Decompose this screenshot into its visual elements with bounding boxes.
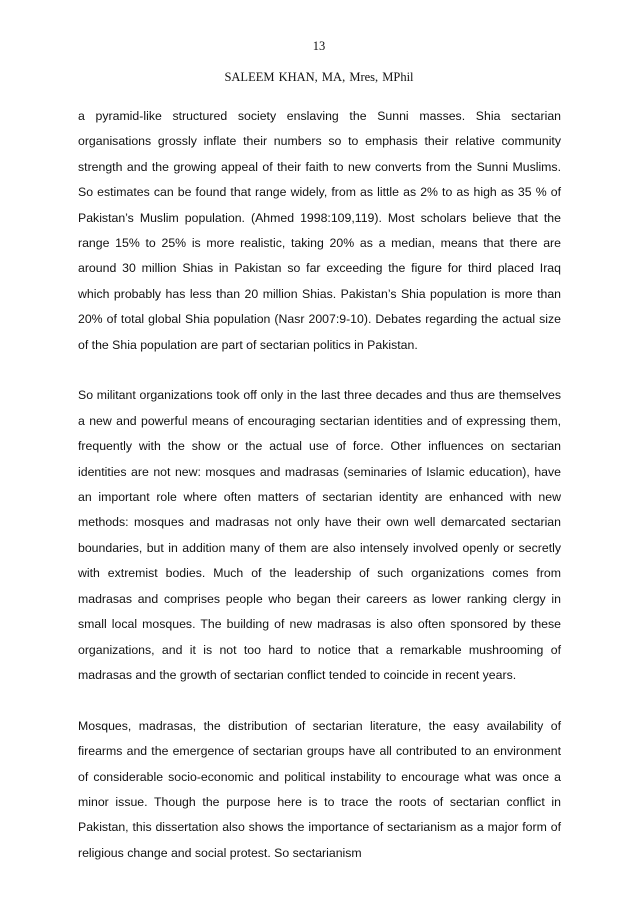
paragraph-mosques-madrasas: Mosques, madrasas, the distribution of sectarian literature, the easy availability of firearms and the emergence of sectarian groups have all contributed to an environment of considerable socio-economic and political instability to encourage what was once a minor issue. Though the purpose here is to trace the roots of sectarian conflict in Pakistan, this dissertation also shows the importance of sectarianism as a major form of religious change and social protest. So sectarianism bbox=[78, 718, 561, 860]
body-text bbox=[78, 104, 561, 892]
paragraph-militant-organizations: So militant organizations took off only in the last three decades and thus are themselves a new and powerful means of encouraging sectarian identities and of expressing them, frequently with the show or the actual use of force. Other influences on sectarian identities are not new: mosques and madrasas (seminaries of Islamic education), have an important role where often matters of sectarian identity are enhanced with new methods: mosques and madrasas not only have their own well demarcated sectarian boundaries, but in addition many of them are also intensely involved openly or secretly with extremist bodies. Much of the leadership of such organizations comes from madrasas and comprises people who began their careers as lower ranking clergy in small local mosques. The building of new madrasas is also often sponsored by these organizations, and it is not too hard to notice that a remarkable mushrooming of madrasas and the growth of sectarian conflict tended to coincide in recent years. bbox=[78, 388, 561, 682]
paragraph-shia-population: a pyramid-like structured society enslaving the Sunni masses. Shia sectarian organisations grossly inflate their numbers so to emphasis their relative community strength and the growing appeal of their faith to new converts from the Sunni Muslims. So estimates can be found that range widely, from as little as 2% to as high as 35 % of Pakistan’s Muslim population. (Ahmed 1998:109,119). Most scholars believe that the range 15% to 25% is more realistic, taking 20% as a median, means that there are around 30 million Shias in Pakistan so far exceeding the figure for third placed Iraq which probably has less than 20 million Shias. Pakistan’s Shia population is more than 20% of total global Shia population (Nasr 2007:9-10). Debates regarding the actual size of the Shia population are part of sectarian politics in Pakistan. bbox=[78, 109, 561, 352]
running-header: SALEEM KHAN, MA, Mres, MPhil bbox=[224, 70, 414, 84]
page-number: 13 bbox=[312, 39, 326, 53]
